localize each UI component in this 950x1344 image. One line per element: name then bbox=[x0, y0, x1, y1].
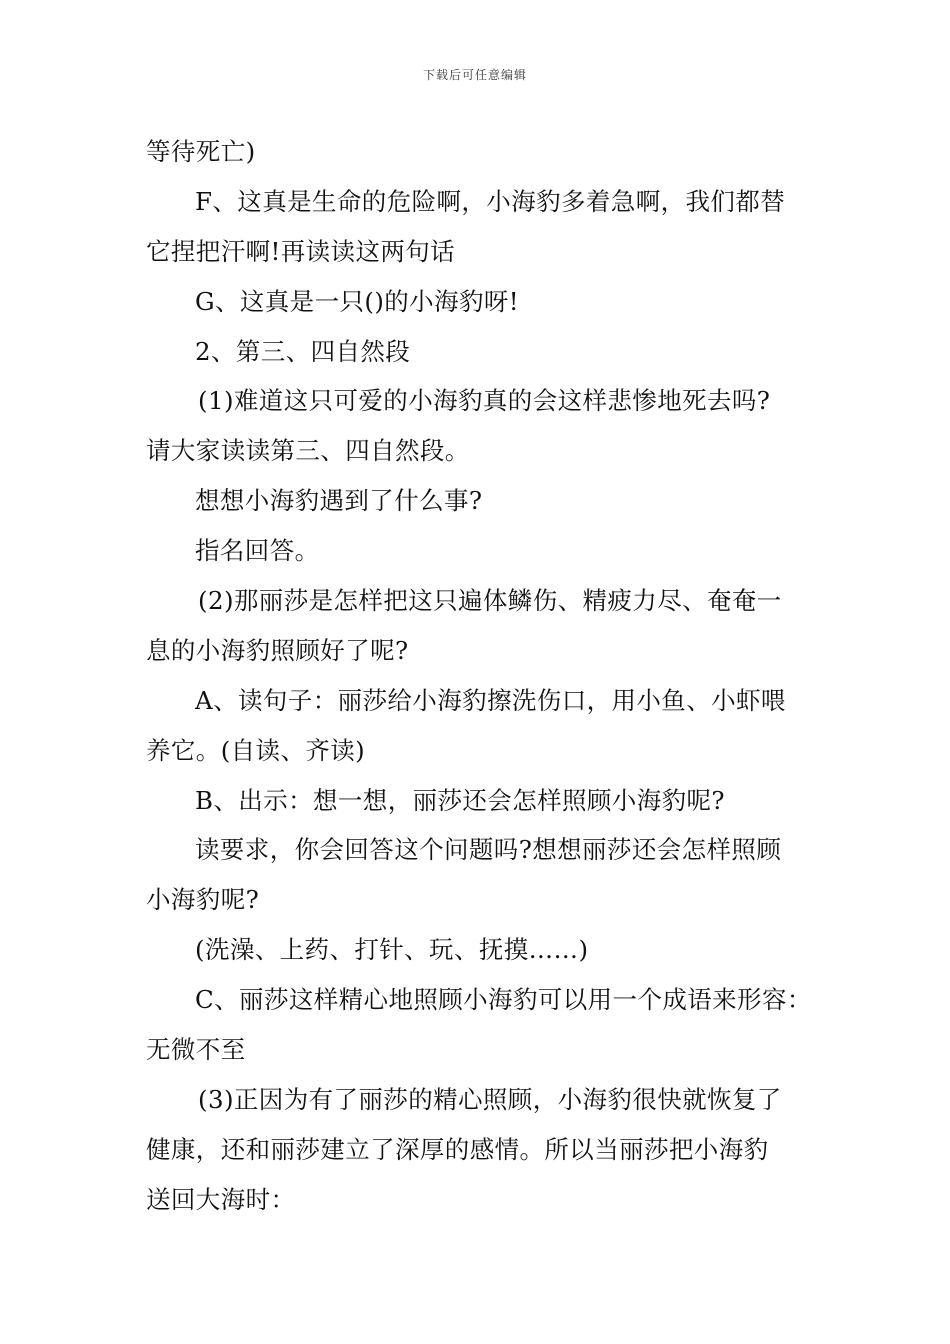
text-line: 无微不至 bbox=[146, 1035, 246, 1065]
text-line: 送回大海时： bbox=[146, 1184, 296, 1214]
document-body bbox=[146, 127, 816, 1225]
text-line: (3)正因为有了丽莎的精心照顾，小海豹很快就恢复了 bbox=[198, 1084, 782, 1114]
text-line: (1)难道这只可爱的小海豹真的会这样悲惨地死去吗? bbox=[198, 386, 771, 416]
text-line: 等待死亡) bbox=[146, 137, 256, 166]
text-line: (2)那丽莎是怎样把这只遍体鳞伤、精疲力尽、奄奄一 bbox=[198, 586, 782, 616]
text-line: C、丽莎这样精心地照顾小海豹可以用一个成语来形容： bbox=[195, 985, 812, 1015]
text-line: F、这真是生命的危险啊，小海豹多着急啊，我们都替 bbox=[195, 186, 786, 216]
text-line: A、读句子：丽莎给小海豹擦洗伤口，用小鱼、小虾喂 bbox=[195, 685, 786, 715]
text-line: 指名回答。 bbox=[195, 536, 320, 566]
text-line: 2、第三、四自然段 bbox=[195, 336, 411, 366]
text-line: 息的小海豹照顾好了呢? bbox=[146, 635, 409, 665]
text-line: 想想小海豹遇到了什么事? bbox=[195, 486, 483, 516]
text-line: 养它。(自读、齐读) bbox=[146, 735, 366, 765]
text-line: 读要求，你会回答这个问题吗?想想丽莎还会怎样照顾 bbox=[195, 835, 782, 865]
text-line: 请大家读读第三、四自然段。 bbox=[146, 436, 470, 466]
text-line: B、出示：想一想，丽莎还会怎样照顾小海豹呢? bbox=[195, 785, 725, 815]
text-line: 健康，还和丽莎建立了深厚的感情。所以当丽莎把小海豹 bbox=[146, 1134, 769, 1164]
page-header: 下载后可任意编辑 bbox=[422, 68, 527, 82]
text-line: 小海豹呢? bbox=[146, 885, 260, 915]
text-line: G、这真是一只()的小海豹呀! bbox=[195, 286, 520, 316]
text-line: 它捏把汗啊!再读读这两句话 bbox=[146, 236, 456, 266]
text-line: (洗澡、上药、打针、玩、抚摸……) bbox=[195, 935, 589, 965]
